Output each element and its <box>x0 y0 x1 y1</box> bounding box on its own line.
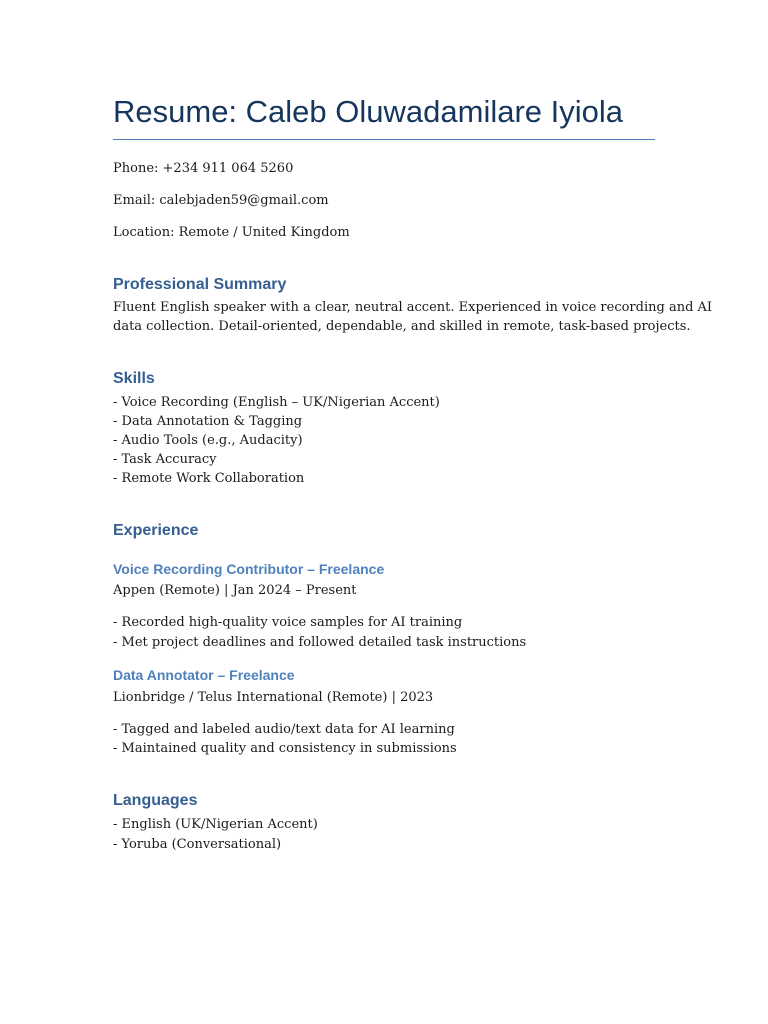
title-divider <box>113 139 655 140</box>
job-bullet: - Tagged and labeled audio/text data for AI learning <box>113 722 455 737</box>
contact-location: Location: Remote / United Kingdom <box>113 225 350 240</box>
contact-phone: Phone: +234 911 064 5260 <box>113 161 294 176</box>
skill-item: - Audio Tools (e.g., Audacity) <box>113 433 303 448</box>
job-meta: Lionbridge / Telus International (Remote) | 2023 <box>113 690 434 705</box>
skill-item: - Remote Work Collaboration <box>113 471 305 486</box>
language-item: - Yoruba (Conversational) <box>113 837 282 852</box>
contact-email: Email: calebjaden59@gmail.com <box>113 193 329 208</box>
page-title: Resume: Caleb Oluwadamilare Iyiola <box>113 94 624 129</box>
job-meta: Appen (Remote) | Jan 2024 – Present <box>113 583 357 598</box>
experience-heading: Experience <box>113 522 199 539</box>
skill-item: - Task Accuracy <box>113 452 217 467</box>
summary-line: Fluent English speaker with a clear, neutral accent. Experienced in voice recording and AI <box>113 300 713 315</box>
skills-heading: Skills <box>113 370 155 387</box>
languages-heading: Languages <box>113 792 198 809</box>
skill-item: - Data Annotation & Tagging <box>113 414 303 429</box>
job-bullet: - Maintained quality and consistency in submissions <box>113 741 457 756</box>
summary-line: data collection. Detail-oriented, dependable, and skilled in remote, task-based projects. <box>113 319 691 334</box>
job-title: Voice Recording Contributor – Freelance <box>113 561 385 577</box>
job-bullet: - Met project deadlines and followed detailed task instructions <box>113 635 527 650</box>
skill-item: - Voice Recording (English – UK/Nigerian Accent) <box>113 395 440 410</box>
job-bullet: - Recorded high-quality voice samples for AI training <box>113 615 463 630</box>
language-item: - English (UK/Nigerian Accent) <box>113 817 318 832</box>
job-title: Data Annotator – Freelance <box>113 667 295 683</box>
summary-heading: Professional Summary <box>113 276 287 293</box>
